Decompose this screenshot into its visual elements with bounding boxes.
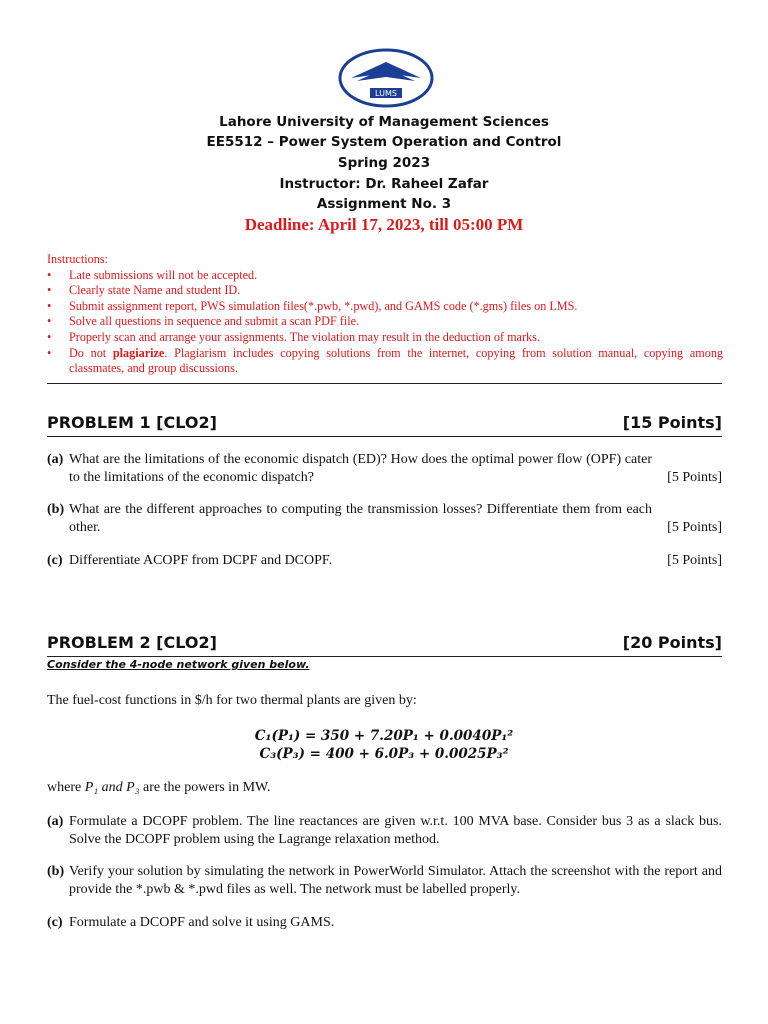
question-points: [5 Points] bbox=[667, 469, 722, 485]
instruction-item: • Late submissions will not be accepted. bbox=[47, 268, 723, 284]
question-label: (b) bbox=[47, 502, 65, 517]
problem2-question-a bbox=[47, 813, 722, 848]
question-label: (a) bbox=[47, 814, 64, 829]
problem1-question-c bbox=[47, 552, 722, 570]
instruction-item: • Clearly state Name and student ID. bbox=[47, 283, 723, 299]
question-text: Formulate a DCOPF and solve it using GAMS. bbox=[69, 915, 335, 930]
instruction-item bbox=[47, 346, 723, 377]
cost-equation-2: C₃(P₃) = 400 + 6.0P₃ + 0.0025P₃² bbox=[259, 746, 509, 762]
course-title: EE5512 – Power System Operation and Control bbox=[206, 134, 562, 150]
problem2-title: PROBLEM 2 [CLO2] bbox=[47, 633, 217, 652]
instructions-title: Instructions: bbox=[47, 252, 108, 266]
assignment-number: Assignment No. 3 bbox=[316, 196, 452, 212]
question-label: (a) bbox=[47, 452, 64, 467]
problem2-question-b bbox=[47, 863, 722, 898]
question-points: [5 Points] bbox=[667, 553, 722, 568]
divider bbox=[47, 383, 722, 384]
question-label: (b) bbox=[47, 864, 65, 879]
question-label: (c) bbox=[47, 915, 63, 930]
problem1-question-b bbox=[47, 501, 722, 536]
problem2-question-c bbox=[47, 914, 722, 932]
instruction-item: • Submit assignment report, PWS simulation files(*.pwb, *.pwd), and GAMS code (*.gms) files on LMS. bbox=[47, 299, 723, 315]
problem2-subtitle: Consider the 4-node network given below. bbox=[47, 658, 310, 671]
plagiarize-emphasis: plagiarize bbox=[112, 345, 165, 360]
deadline: Deadline: April 17, 2023, till 05:00 PM bbox=[244, 215, 524, 234]
instruction-item: • Solve all questions in sequence and submit a scan PDF file. bbox=[47, 314, 723, 330]
problem1-points: [15 Points] bbox=[622, 413, 722, 432]
instruction-suffix: . Plagiarism includes copying solutions from the internet, copying from solution manual, copying among classmates, and group discussions. bbox=[69, 345, 724, 376]
instruction-item: • Properly scan and arrange your assignments. The violation may result in the deduction of marks. bbox=[47, 330, 723, 346]
term: Spring 2023 bbox=[337, 155, 431, 171]
university-name: Lahore University of Management Sciences bbox=[219, 114, 549, 130]
instructions-list bbox=[47, 268, 723, 377]
instruction-prefix: Do not bbox=[69, 345, 113, 360]
problem1-heading bbox=[47, 413, 722, 432]
where-vars: P₁ and P₃ bbox=[84, 780, 140, 795]
instructor: Instructor: Dr. Raheel Zafar bbox=[279, 176, 489, 192]
instructions bbox=[47, 252, 723, 377]
problem2-points: [20 Points] bbox=[622, 633, 722, 652]
cost-equation-1: C₁(P₁) = 350 + 7.20P₁ + 0.0040P₁² bbox=[254, 728, 514, 744]
where-prefix: where bbox=[47, 780, 85, 795]
question-text: What are the different approaches to computing the transmission losses? Differentiate them from each other. bbox=[69, 502, 652, 535]
divider bbox=[47, 436, 722, 437]
question-points: [5 Points] bbox=[667, 519, 722, 535]
problem1-question-a bbox=[47, 451, 722, 486]
problem1-title: PROBLEM 1 [CLO2] bbox=[47, 413, 217, 432]
question-text: What are the limitations of the economic dispatch (ED)? How does the optimal power flow (OPF) cater to the limitations of the economic dispatch? bbox=[69, 452, 652, 485]
lums-logo bbox=[337, 48, 435, 108]
question-text: Verify your solution by simulating the network in PowerWorld Simulator. Attach the screenshot with the report and provide the *.pwb & *.pwd files as well. The network must be labelled properly. bbox=[69, 864, 722, 897]
question-text: Differentiate ACOPF from DCPF and DCOPF. bbox=[69, 553, 333, 568]
problem2-intro: The fuel-cost functions in $/h for two thermal plants are given by: bbox=[47, 693, 417, 708]
question-label: (c) bbox=[47, 553, 63, 568]
where-suffix: are the powers in MW. bbox=[139, 780, 271, 795]
question-text: Formulate a DCOPF problem. The line reactances are given w.r.t. 100 MVA base. Consider bus 3 as a slack bus. Solve the DCOPF problem using the Lagrange relaxation method. bbox=[69, 814, 722, 847]
divider bbox=[47, 656, 722, 657]
svg-text:LUMS: LUMS bbox=[375, 89, 397, 98]
where-line bbox=[47, 780, 270, 796]
problem2-heading bbox=[47, 633, 722, 652]
